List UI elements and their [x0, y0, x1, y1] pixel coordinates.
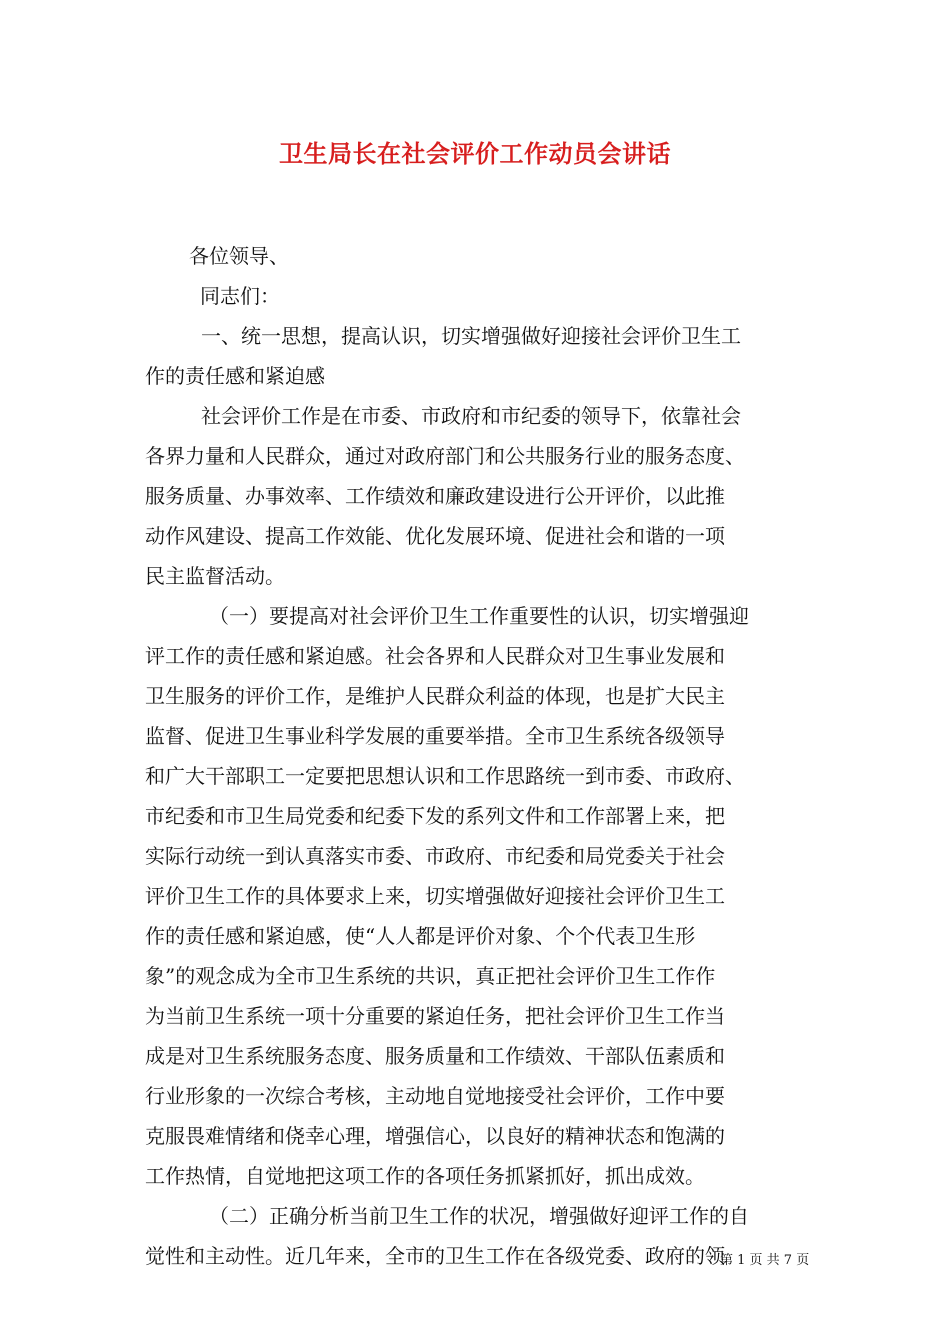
section-heading-line: 一、统一思想，提高认识，切实增强做好迎接社会评价卫生工: [201, 324, 741, 348]
paragraph-line: 社会评价工作是在市委、市政府和市纪委的领导下，依靠社会: [201, 404, 741, 428]
paragraph-line: 和广大干部职工一定要把思想认识和工作思路统一到市委、市政府、: [145, 764, 745, 788]
paragraph-line: 实际行动统一到认真落实市委、市政府、市纪委和局党委关于社会: [145, 844, 725, 868]
paragraph-line: 克服畏难情绪和侥幸心理，增强信心，以良好的精神状态和饱满的: [145, 1124, 725, 1148]
paragraph-line: 卫生服务的评价工作，是维护人民群众利益的体现，也是扩大民主: [145, 684, 725, 708]
salutation-line: 各位领导、: [189, 244, 289, 268]
paragraph-line: 市纪委和市卫生局党委和纪委下发的系列文件和工作部署上来，把: [145, 804, 725, 828]
paragraph-line: 评价卫生工作的具体要求上来，切实增强做好迎接社会评价卫生工: [145, 884, 725, 908]
paragraph-line: 民主监督活动。: [145, 564, 285, 588]
paragraph-line: （一）要提高对社会评价卫生工作重要性的认识，切实增强迎: [209, 604, 749, 628]
paragraph-line: 动作风建设、提高工作效能、优化发展环境、促进社会和谐的一项: [145, 524, 725, 548]
paragraph-line: 监督、促进卫生事业科学发展的重要举措。全市卫生系统各级领导: [145, 724, 725, 748]
paragraph-line: 行业形象的一次综合考核，主动地自觉地接受社会评价，工作中要: [145, 1084, 725, 1108]
paragraph-line: 作的责任感和紧迫感，使“人人都是评价对象、个个代表卫生形: [145, 924, 696, 948]
paragraph-line: 为当前卫生系统一项十分重要的紧迫任务，把社会评价卫生工作当: [145, 1004, 725, 1028]
paragraph-line: 各界力量和人民群众，通过对政府部门和公共服务行业的服务态度、: [145, 444, 745, 468]
paragraph-line: 工作热情，自觉地把这项工作的各项任务抓紧抓好，抓出成效。: [145, 1164, 705, 1188]
page-number: 第 1 页 共 7 页: [720, 1253, 810, 1268]
paragraph-line: （二）正确分析当前卫生工作的状况，增强做好迎评工作的自: [209, 1204, 749, 1228]
document-body: [145, 236, 810, 1276]
paragraph-line: 服务质量、办事效率、工作绩效和廉政建设进行公开评价，以此推: [145, 484, 725, 508]
paragraph-line: 评工作的责任感和紧迫感。社会各界和人民群众对卫生事业发展和: [145, 644, 725, 668]
section-heading-line: 作的责任感和紧迫感: [145, 364, 325, 388]
paragraph-line: 觉性和主动性。近几年来，全市的卫生工作在各级党委、政府的领: [145, 1244, 725, 1268]
document-title: 卫生局长在社会评价工作动员会讲话: [279, 139, 671, 168]
salutation-line: 同志们：: [200, 284, 280, 308]
paragraph-line: 成是对卫生系统服务态度、服务质量和工作绩效、干部队伍素质和: [145, 1044, 725, 1068]
paragraph-line: 象”的观念成为全市卫生系统的共识，真正把社会评价卫生工作作: [145, 964, 716, 988]
